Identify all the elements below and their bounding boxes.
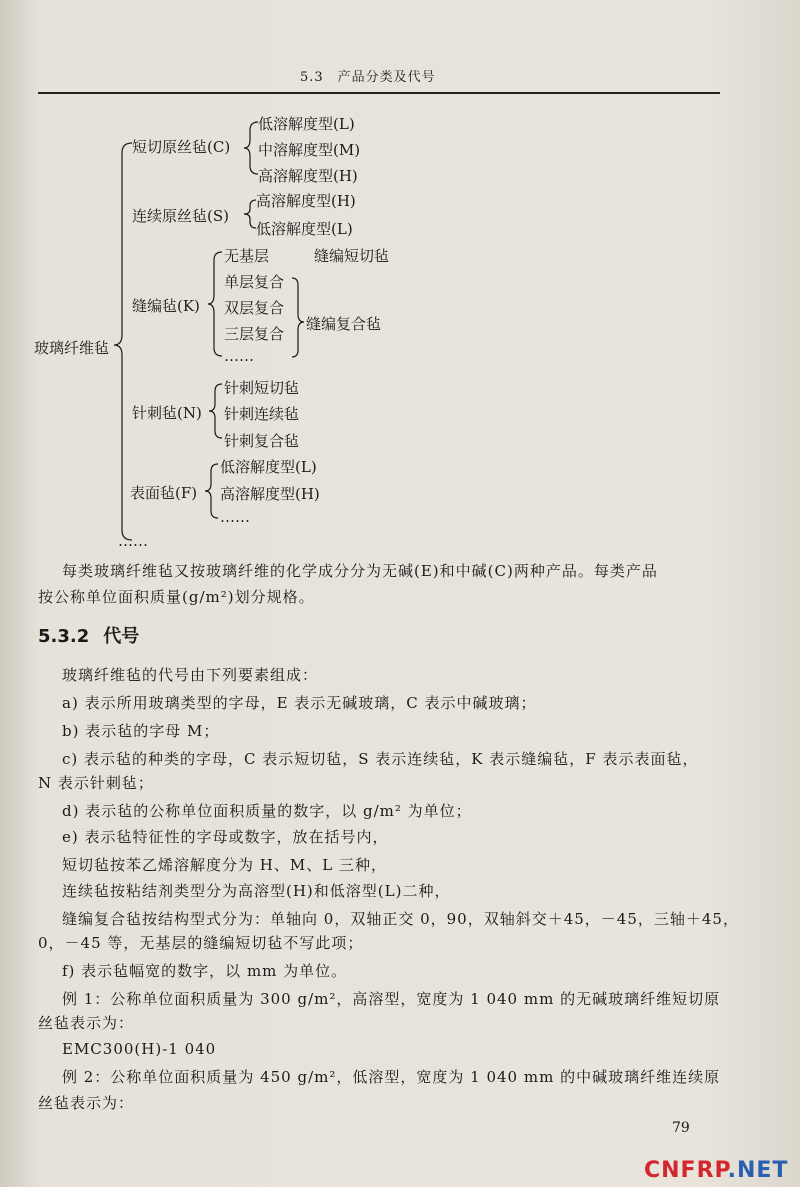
body-line: a) 表示所用玻璃类型的字母，E 表示无碱玻璃，C 表示中碱玻璃；	[62, 694, 537, 712]
watermark-text: CNFRP	[644, 1158, 728, 1183]
needled-mat-label: 针刺毡(N)	[132, 404, 202, 422]
stitched-composite-result: 缝编复合毡	[306, 315, 382, 333]
example-line: 丝毡表示为：	[38, 1014, 135, 1032]
example-code: EMC300(H)-1 040	[62, 1040, 217, 1058]
stitched-mat-label: 缝编毡(K)	[132, 297, 200, 315]
body-line: N 表示针刺毡；	[38, 774, 154, 792]
composite-item: 单层复合	[224, 273, 285, 291]
stitched-chopped-result: 缝编短切毡	[314, 247, 390, 265]
chopped-mat-label: 短切原丝毡(C)	[132, 138, 231, 156]
section-number: 5.3.2	[38, 626, 90, 647]
surface-item: 高溶解度型(H)	[220, 485, 320, 503]
body-line: 连续毡按粘结剂类型分为高溶型(H)和低溶型(L)二种，	[62, 882, 451, 900]
surface-mat-label: 表面毡(F)	[130, 484, 198, 502]
needled-item: 针刺短切毡	[224, 379, 300, 397]
example-line: 例 1：公称单位面积质量为 300 g/m²，高溶型，宽度为 1 040 mm 的无碱玻璃纤维短切原	[62, 990, 721, 1008]
paragraph-line: 按公称单位面积质量(g/m²)划分规格。	[38, 588, 315, 606]
stitched-no-base: 无基层	[224, 247, 270, 265]
tree-root: 玻璃纤维毡	[34, 339, 110, 357]
body-line: 0，－45 等，无基层的缝编短切毡不写此项；	[38, 934, 364, 952]
header-rule	[38, 92, 720, 94]
page-number: 79	[672, 1120, 690, 1136]
tree-more: ……	[118, 532, 148, 550]
paragraph-line: 每类玻璃纤维毡又按玻璃纤维的化学成分分为无碱(E)和中碱(C)两种产品。每类产品	[62, 562, 658, 580]
body-line: c) 表示毡的种类的字母，C 表示短切毡，S 表示连续毡，K 表示缝编毡，F 表示表面毡，	[62, 750, 699, 768]
chopped-item: 中溶解度型(M)	[258, 141, 361, 159]
body-line: 短切毡按苯乙烯溶解度分为 H、M、L 三种，	[62, 856, 387, 874]
needled-item: 针刺连续毡	[224, 405, 300, 423]
watermark-suffix: .NET	[727, 1158, 789, 1183]
body-line: e) 表示毡特征性的字母或数字，放在括号内，	[62, 828, 389, 846]
composite-item: 双层复合	[224, 299, 285, 317]
continuous-mat-label: 连续原丝毡(S)	[132, 207, 229, 225]
section-title: 代号	[103, 626, 140, 647]
composite-item: 三层复合	[224, 325, 285, 343]
body-line: 玻璃纤维毡的代号由下列要素组成：	[62, 666, 319, 684]
example-line: 例 2：公称单位面积质量为 450 g/m²，低溶型，宽度为 1 040 mm 的中碱玻璃纤维连续原	[62, 1068, 721, 1086]
example-line: 丝毡表示为：	[38, 1094, 135, 1112]
surface-item: ……	[220, 508, 250, 526]
body-line: d) 表示毡的公称单位面积质量的数字，以 g/m² 为单位；	[62, 802, 472, 820]
continuous-item: 高溶解度型(H)	[256, 192, 356, 210]
surface-item: 低溶解度型(L)	[220, 458, 317, 476]
site-watermark	[644, 1158, 788, 1183]
composite-item: ……	[224, 347, 254, 365]
body-line: 缝编复合毡按结构型式分为：单轴向 0，双轴正交 0，90，双轴斜交＋45，－45，三轴＋45，	[62, 910, 739, 928]
body-line: b) 表示毡的字母 M；	[62, 722, 220, 740]
running-header: 5.3 产品分类及代号	[300, 70, 436, 85]
section-heading	[38, 622, 139, 648]
needled-item: 针刺复合毡	[224, 432, 300, 450]
chopped-item: 低溶解度型(L)	[258, 115, 355, 133]
continuous-item: 低溶解度型(L)	[256, 220, 353, 238]
chopped-item: 高溶解度型(H)	[258, 167, 358, 185]
body-line: f) 表示毡幅宽的数字，以 mm 为单位。	[62, 962, 348, 980]
